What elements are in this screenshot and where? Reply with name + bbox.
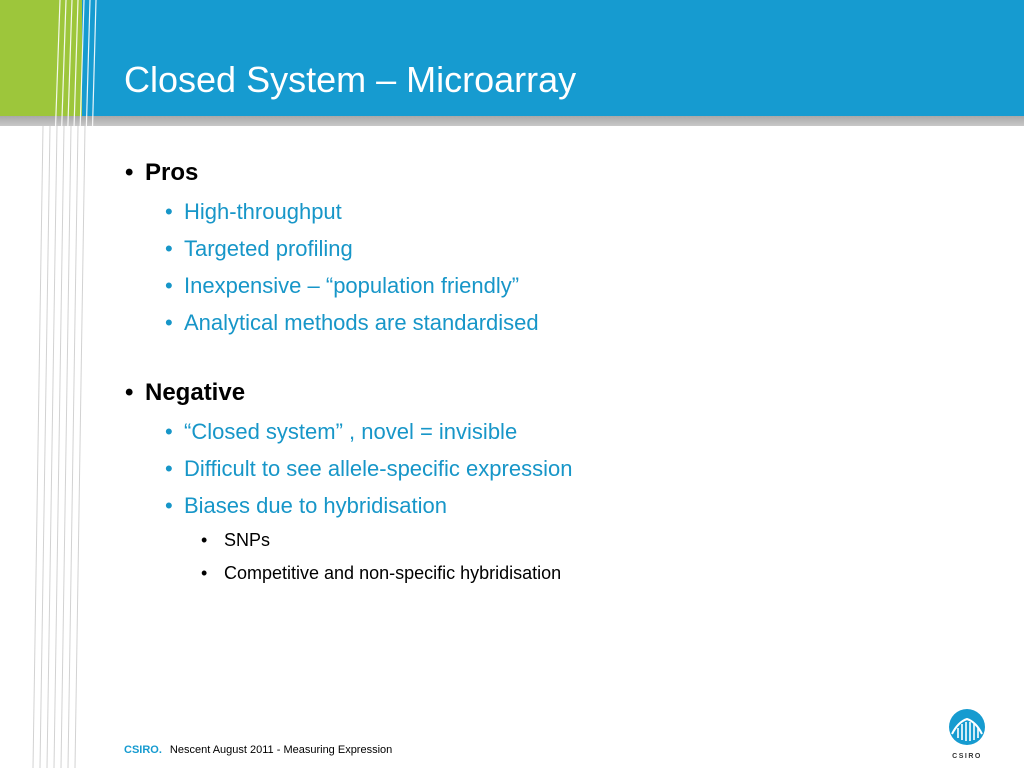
- section-heading-negative: [125, 377, 1005, 409]
- section-heading-text: Negative: [145, 379, 246, 406]
- list-item: [165, 230, 1005, 267]
- list-item: [165, 304, 1005, 341]
- slide-content: [125, 157, 1005, 590]
- list-item-text: Biases due to hybridisation: [184, 493, 447, 518]
- bullet-icon: •: [165, 199, 173, 224]
- slide-title: Closed System – Microarray: [124, 59, 577, 100]
- list-item-text: Analytical methods are standardised: [184, 310, 539, 335]
- bullet-icon: •: [201, 563, 208, 583]
- list-item: [165, 193, 1005, 230]
- list-item-text: Inexpensive – “population friendly”: [184, 273, 520, 298]
- sub-list-item-text: SNPs: [224, 530, 271, 550]
- list-item-text: “Closed system” , novel = invisible: [184, 419, 518, 444]
- list-item-text: High-throughput: [184, 199, 342, 224]
- list-item: [165, 267, 1005, 304]
- section-heading-pros: [125, 157, 1005, 189]
- bullet-icon: •: [165, 273, 173, 298]
- vertical-lines-decoration: [0, 0, 100, 768]
- sub-list-item-text: Competitive and non-specific hybridisation: [224, 563, 562, 583]
- list-item: [165, 413, 1005, 450]
- list-item: [165, 487, 1005, 524]
- bullet-icon: •: [125, 159, 134, 186]
- footer: [124, 742, 392, 758]
- bullet-icon: •: [165, 456, 173, 481]
- list-item: [165, 450, 1005, 487]
- list-item-text: Targeted profiling: [184, 236, 353, 261]
- bullet-icon: •: [165, 310, 173, 335]
- bullet-icon: •: [165, 493, 173, 518]
- bullet-icon: •: [165, 236, 173, 261]
- bullet-icon: •: [165, 419, 173, 444]
- bullet-icon: •: [125, 379, 134, 406]
- bullet-icon: •: [201, 530, 208, 550]
- csiro-logo-icon: [944, 708, 990, 760]
- section-spacer: [125, 341, 1005, 377]
- sub-list-item: [201, 524, 1005, 557]
- footer-brand: CSIRO.: [124, 744, 162, 756]
- footer-text: Nescent August 2011 - Measuring Expression: [169, 744, 393, 756]
- section-heading-text: Pros: [145, 159, 199, 186]
- header-shadow: [0, 116, 1024, 126]
- list-item-text: Difficult to see allele-specific expression: [184, 456, 573, 481]
- sub-list-item: [201, 557, 1005, 590]
- logo-wordmark: CSIRO: [952, 753, 982, 760]
